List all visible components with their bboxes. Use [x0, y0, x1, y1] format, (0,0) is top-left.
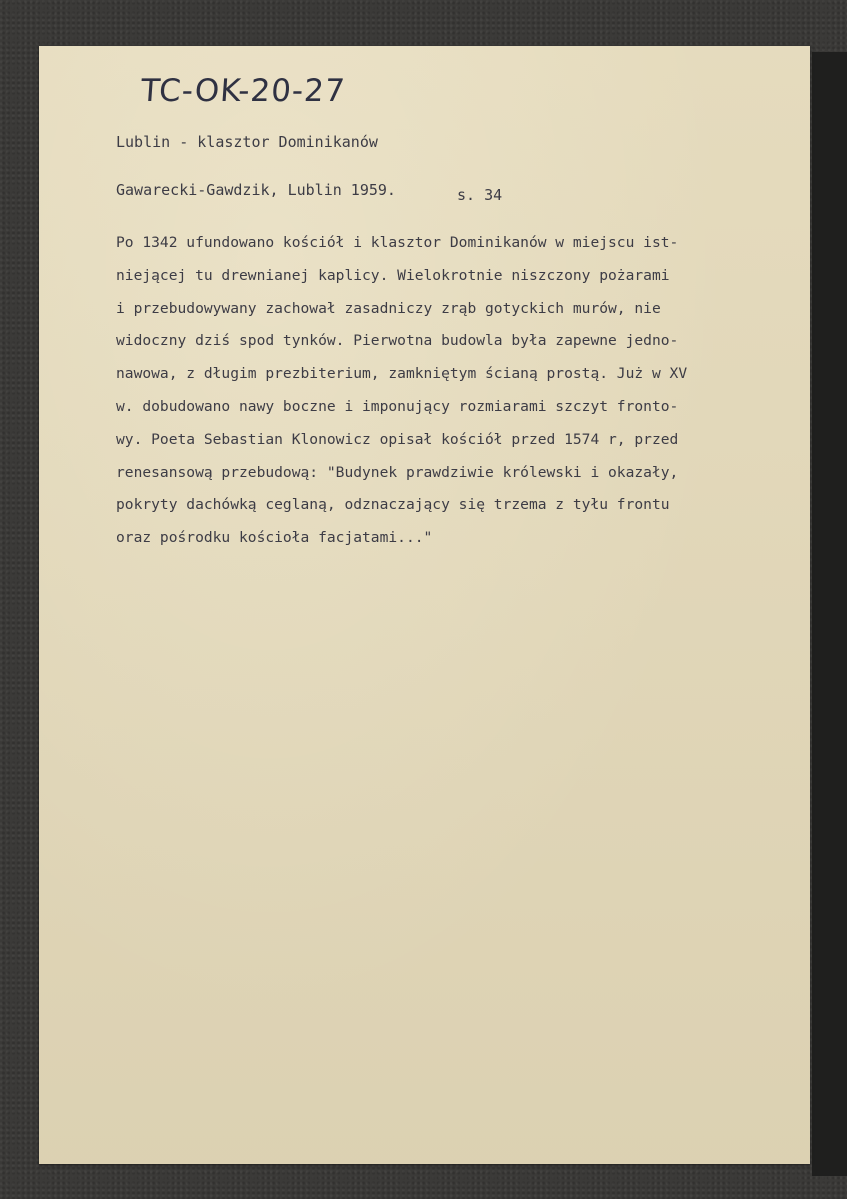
- body-line: oraz pośrodku kościoła facjatami...": [116, 529, 433, 547]
- body-line: w. dobudowano nawy boczne i imponujący rozmiarami szczyt fronto-: [116, 397, 679, 415]
- handwritten-signature-code: TC-OK-20-27: [139, 73, 347, 109]
- body-line: widoczny dziś spod tynków. Pierwotna budowla była zapewne jedno-: [116, 332, 679, 350]
- page-reference: s. 34: [457, 186, 503, 204]
- body-text: [116, 227, 816, 555]
- body-line: Po 1342 ufundowano kościół i klasztor Dominikanów w miejscu ist-: [116, 234, 679, 251]
- header-line: Lublin - klasztor Dominikanów: [116, 133, 378, 151]
- body-line: renesansową przebudową: "Budynek prawdziwie królewski i okazały,: [116, 463, 679, 481]
- body-line: nawowa, z długim prezbiterium, zamkniętym ścianą prostą. Już w XV: [116, 365, 688, 383]
- document-page: [39, 46, 810, 1164]
- body-line: i przebudowywany zachował zasadniczy zrąb gotyckich murów, nie: [116, 299, 661, 317]
- background-strip: [812, 52, 847, 1176]
- source-line: Gawarecki-Gawdzik, Lublin 1959.: [116, 181, 396, 199]
- body-line: niejącej tu drewnianej kaplicy. Wielokrotnie niszczony pożarami: [116, 266, 670, 284]
- body-line: pokryty dachówką ceglaną, odznaczający się trzema z tyłu frontu: [116, 496, 670, 514]
- body-line: wy. Poeta Sebastian Klonowicz opisał kościół przed 1574 r, przed: [116, 430, 679, 448]
